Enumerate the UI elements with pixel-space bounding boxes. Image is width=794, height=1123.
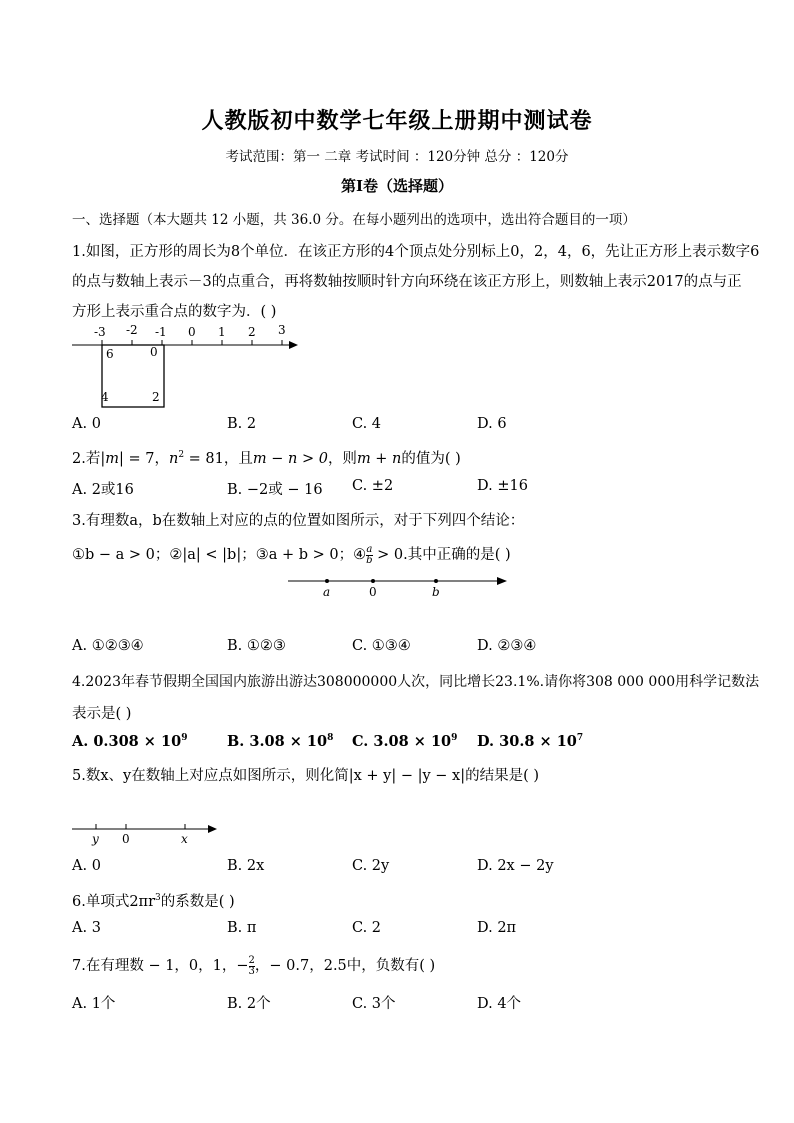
q4-line1: 4.2023年春节假期全国国内旅游出游达308000000人次，同比增长23.1%.请你将308 000 000用科学记数法 xyxy=(72,674,760,690)
q6-option-d: D. 2π xyxy=(477,920,517,936)
q2-option-d: D. ±16 xyxy=(477,478,528,494)
q7-option-a: A. 1个 xyxy=(72,996,116,1012)
square-corner-label: 0 xyxy=(150,345,158,359)
section-heading: 一、选择题（本大题共 12 小题，共 36.0 分。在每小题列出的选项中，选出符合题目的一项） xyxy=(72,212,636,228)
square-corner-label: 2 xyxy=(152,390,160,404)
axis-tick-label: -3 xyxy=(94,325,106,339)
q5-option-a: A. 0 xyxy=(72,858,101,874)
axis-tick-label: -2 xyxy=(126,323,138,337)
q7-option-b: B. 2个 xyxy=(227,996,271,1012)
q4-option-d: D. $30.8 \times 10^7$ xyxy=(477,733,584,750)
q3-option-d: D. ②③④ xyxy=(477,638,537,654)
q2-option-c: C. ±2 xyxy=(352,478,394,494)
q5-line1: 5.数x、y在数轴上对应点如图所示，则化简|x + y| − |y − x|的结果是( ) xyxy=(72,768,540,784)
q1-line3: 方形上表示重合点的数字为．( ) xyxy=(72,304,277,320)
point-label: 0 xyxy=(369,585,377,599)
axis-tick-label: -1 xyxy=(155,325,167,339)
q6-option-b: B. π xyxy=(227,920,257,936)
part-heading: 第Ⅰ卷（选择题） xyxy=(340,177,454,195)
q1-option-a: A. 0 xyxy=(72,416,101,432)
q2-stem: 2.若|m| = 7，$n^2 = 81$，且m − n > 0，则m + n的值为( ) xyxy=(72,450,461,467)
square-corner-label: 6 xyxy=(106,347,114,361)
point-label: a xyxy=(323,585,331,599)
q4-option-b: B. $3.08 \times 10^8$ xyxy=(227,733,334,750)
exam-title: 人教版初中数学七年级上册期中测试卷 xyxy=(201,108,593,134)
square-corner-label: 4 xyxy=(101,390,109,404)
q6-option-a: A. 3 xyxy=(72,920,101,936)
q1-line1: 1.如图，正方形的周长为8个单位．在该正方形的4个顶点处分别标上0，2，4，6，先让正方形上表示数字6 xyxy=(72,244,760,260)
q7-stem: 7.在有理数 − 1，0，1，− $\frac{2}{3}$ ，− 0.7，2.5中，负数有( ) xyxy=(72,954,436,977)
q3-option-c: C. ①③④ xyxy=(352,638,411,654)
q5-option-b: B. 2x xyxy=(227,858,265,874)
point-label: b xyxy=(432,585,440,599)
axis-tick-label: 2 xyxy=(248,325,256,339)
q6-option-c: C. 2 xyxy=(352,920,382,936)
point-label: 0 xyxy=(122,832,130,846)
q7-option-c: C. 3个 xyxy=(352,996,396,1012)
q1-option-d: D. 6 xyxy=(477,416,507,432)
point-label: y xyxy=(92,832,99,846)
exam-subtitle: 考试范围：第一 二章 考试时间 ：120分钟 总分 ：120分 xyxy=(225,149,569,165)
q4-option-c: C. $3.08 \times 10^9$ xyxy=(352,733,458,750)
point-label: x xyxy=(181,832,188,846)
q7-option-d: D. 4个 xyxy=(477,996,522,1012)
q1-option-c: C. 4 xyxy=(352,416,382,432)
q2-option-b: B. −2或 − 16 xyxy=(227,482,323,498)
q1-option-b: B. 2 xyxy=(227,416,257,432)
q4-line2: 表示是( ) xyxy=(72,706,132,722)
q3-option-a: A. ①②③④ xyxy=(72,638,144,654)
axis-tick-label: 0 xyxy=(188,325,196,339)
q1-line2: 的点与数轴上表示－3的点重合，再将数轴按顺时针方向环绕在该正方形上，则数轴上表示2017的点与正 xyxy=(72,274,742,290)
q3-line1: 3.有理数a，b在数轴上对应的点的位置如图所示，对于下列四个结论： xyxy=(72,513,525,529)
q4-option-a: A. $0.308 \times 10^9$ xyxy=(72,733,188,750)
q3-statements: ①b − a > 0；②|a| < |b|；③a + b > 0；④ $\frac{a}{b}$ > 0.其中正确的是( ) xyxy=(72,543,511,566)
q2-option-a: A. 2或16 xyxy=(72,482,134,498)
q3-option-b: B. ①②③ xyxy=(227,638,286,654)
q5-option-d: D. 2x − 2y xyxy=(477,858,554,874)
q5-option-c: C. 2y xyxy=(352,858,390,874)
axis-tick-label: 1 xyxy=(218,325,226,339)
q6-stem: 6.单项式$2\pi r^3$的系数是( ) xyxy=(72,893,235,910)
axis-tick-label: 3 xyxy=(278,323,286,337)
